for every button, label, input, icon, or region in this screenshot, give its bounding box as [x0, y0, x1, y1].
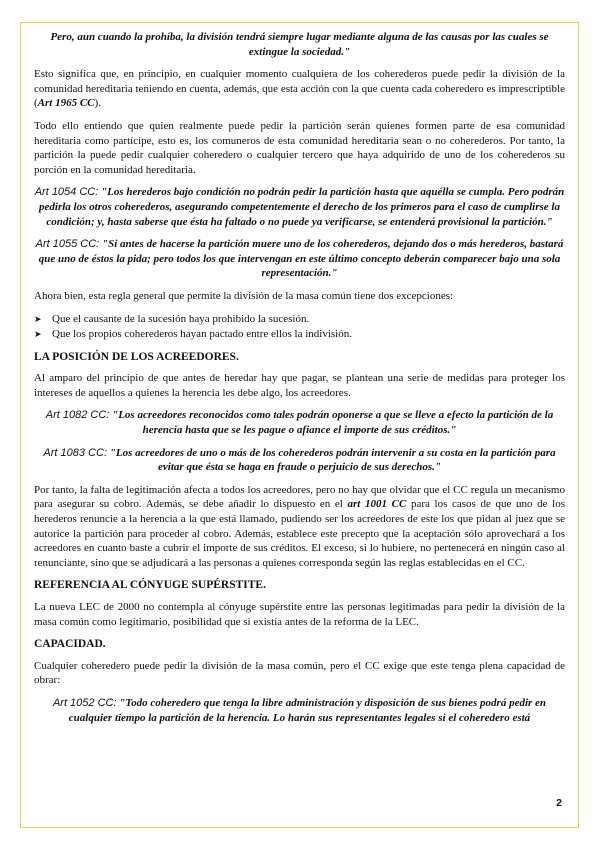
paragraph-acreedores: Al amparo del principio de que antes de heredar hay que pagar, se plantean una serie de medidas para proteger los intereses de aquellos a quienes la herencia les debe algo, los acreedores.: [34, 372, 565, 399]
list-item-text: Que el causante de la sucesión haya prohibido la sucesión.: [52, 312, 310, 325]
quote-citation: Art 1082 CC:: [45, 409, 110, 422]
page-number: 2: [556, 797, 562, 809]
arrow-bullet-icon: ➤: [34, 313, 42, 324]
paragraph-excepciones: Ahora bien, esta regla general que permite la división de la masa común tiene dos excepciones:: [34, 289, 454, 302]
paragraph-capacidad: Cualquier coheredero puede pedir la división de la masa común, pero el CC exige que este tenga plena capacidad de obrar:: [34, 659, 565, 687]
heading-conyuge: REFERENCIA AL CÓNYUGE SUPÉRSTITE.: [34, 579, 266, 592]
quote-citation: Art 1054 CC:: [34, 186, 99, 199]
quote-text: "Los herederos bajo condición no podrán pedir la partición hasta que aquélla se cumpla. Pero podrán pedirla los otros coherederos, asegurando competentemente el derecho de los primeros para el caso de cumplirse la condición; y, hasta saberse que ésta ha faltado o no puede ya verificarse, se entenderá provisional la partición.": [39, 186, 565, 228]
paragraph-text: ).: [94, 97, 101, 110]
quote-art-1052: [34, 696, 565, 725]
paragraph-text: para los casos de que uno de los herederos renuncie a la herencia a la que está llamado, pudiendo ser los acreedores de este los que pidan al juez que se autorice la partición para proceder al cobro. Además, establece este precepto que la aceptación sólo aprovechará a los acreedores en cuanto baste a cubrir el importe de sus créditos. El exceso, si lo hubiere, no pertenecerá en ningún caso al renunciante, sino que se adjudicará a las personas a quienes corresponda según las reglas establecidas en el CC.: [34, 498, 566, 569]
arrow-bullet-icon: ➤: [34, 329, 42, 340]
heading-acreedores: LA POSICIÓN DE LOS ACREEDORES.: [34, 350, 239, 363]
quote-text: "Los acreedores de uno o más de los coherederos podrán intervenir a su costa en la partición para evitar que ésta se haga en fraude o perjuicio de sus derechos.": [107, 446, 556, 474]
quote-art-1055: [34, 237, 565, 281]
list-item: [34, 327, 565, 342]
paragraph-text: Por tanto, la falta de legitimación afecta a todos los acreedores, pero no hay que olvidar que el CC regula un mecanismo para asegurar su cobro. Además, se debe añadir lo dispuesto en el: [34, 483, 565, 511]
quote-text: "Todo coheredero que tenga la libre administración y disposición de sus bienes podrá pedir en cualquier tiempo la partición de la herencia. Lo harán sus representantes legales si el coheredero está: [68, 696, 547, 724]
paragraph-particion: Todo ello entiendo que quien realmente puede pedir la partición serán quienes formen parte de esa comunidad hereditaria como partícipe, esto es, los comuneros de esta comunidad hereditaria sean o no coherederos. Por tanto, la partición la puede pedir cualquier coheredero o cualquier tercero que haya adquirido de uno de los coherederos su porción en la comunidad hereditaria.: [34, 119, 565, 176]
paragraph-conyuge: La nueva LEC de 2000 no contempla al cónyuge supérstite entre las personas legitimadas para pedir la división de la masa común como legitimario, posibilidad que si existía antes de la reforma de la LEC.: [34, 601, 565, 628]
article-reference: art 1001 CC: [347, 498, 407, 511]
intro-quote: Pero, aun cuando la prohíba, la división tendrá siempre lugar mediante alguna de las causas por las cuales se extingue la sociedad.": [50, 31, 549, 58]
article-reference: Art 1965 CC: [37, 97, 95, 110]
quote-text: "Los acreedores reconocidos como tales podrán oponerse a que se lleve a efecto la partición de la herencia hasta que se les pague o afiance el importe de sus créditos.": [109, 409, 554, 437]
exceptions-list: [34, 312, 565, 342]
heading-capacidad: CAPACIDAD.: [34, 638, 106, 651]
quote-art-1054: [34, 185, 565, 229]
quote-citation: Art 1052 CC:: [52, 696, 117, 709]
paragraph-imprescriptible: [34, 67, 565, 111]
paragraph-legitimacion: [34, 483, 565, 571]
list-item: [34, 312, 565, 327]
paragraph-text: Esto significa que, en principio, en cualquier momento cualquiera de los coherederos puede pedir la división de la comunidad hereditaria teniendo en cuenta, además, que esta acción con la que cuenta cada coheredero es imprescriptible (: [34, 68, 565, 110]
quote-art-1083: [34, 446, 565, 475]
quote-citation: Art 1055 CC:: [35, 238, 100, 251]
quote-art-1082: [34, 408, 565, 437]
list-item-text: Que los propios coherederos hayan pactado entre ellos la indivisión.: [52, 328, 352, 341]
quote-citation: Art 1083 CC:: [43, 446, 108, 459]
quote-text: "Si antes de hacerse la partición muere uno de los coherederos, dejando dos o más herederos, bastará que uno de éstos la pida; pero todos los que intervengan en este último concepto deberán comparecer bajo una sola representación.": [38, 238, 564, 280]
page-content: [34, 30, 565, 733]
